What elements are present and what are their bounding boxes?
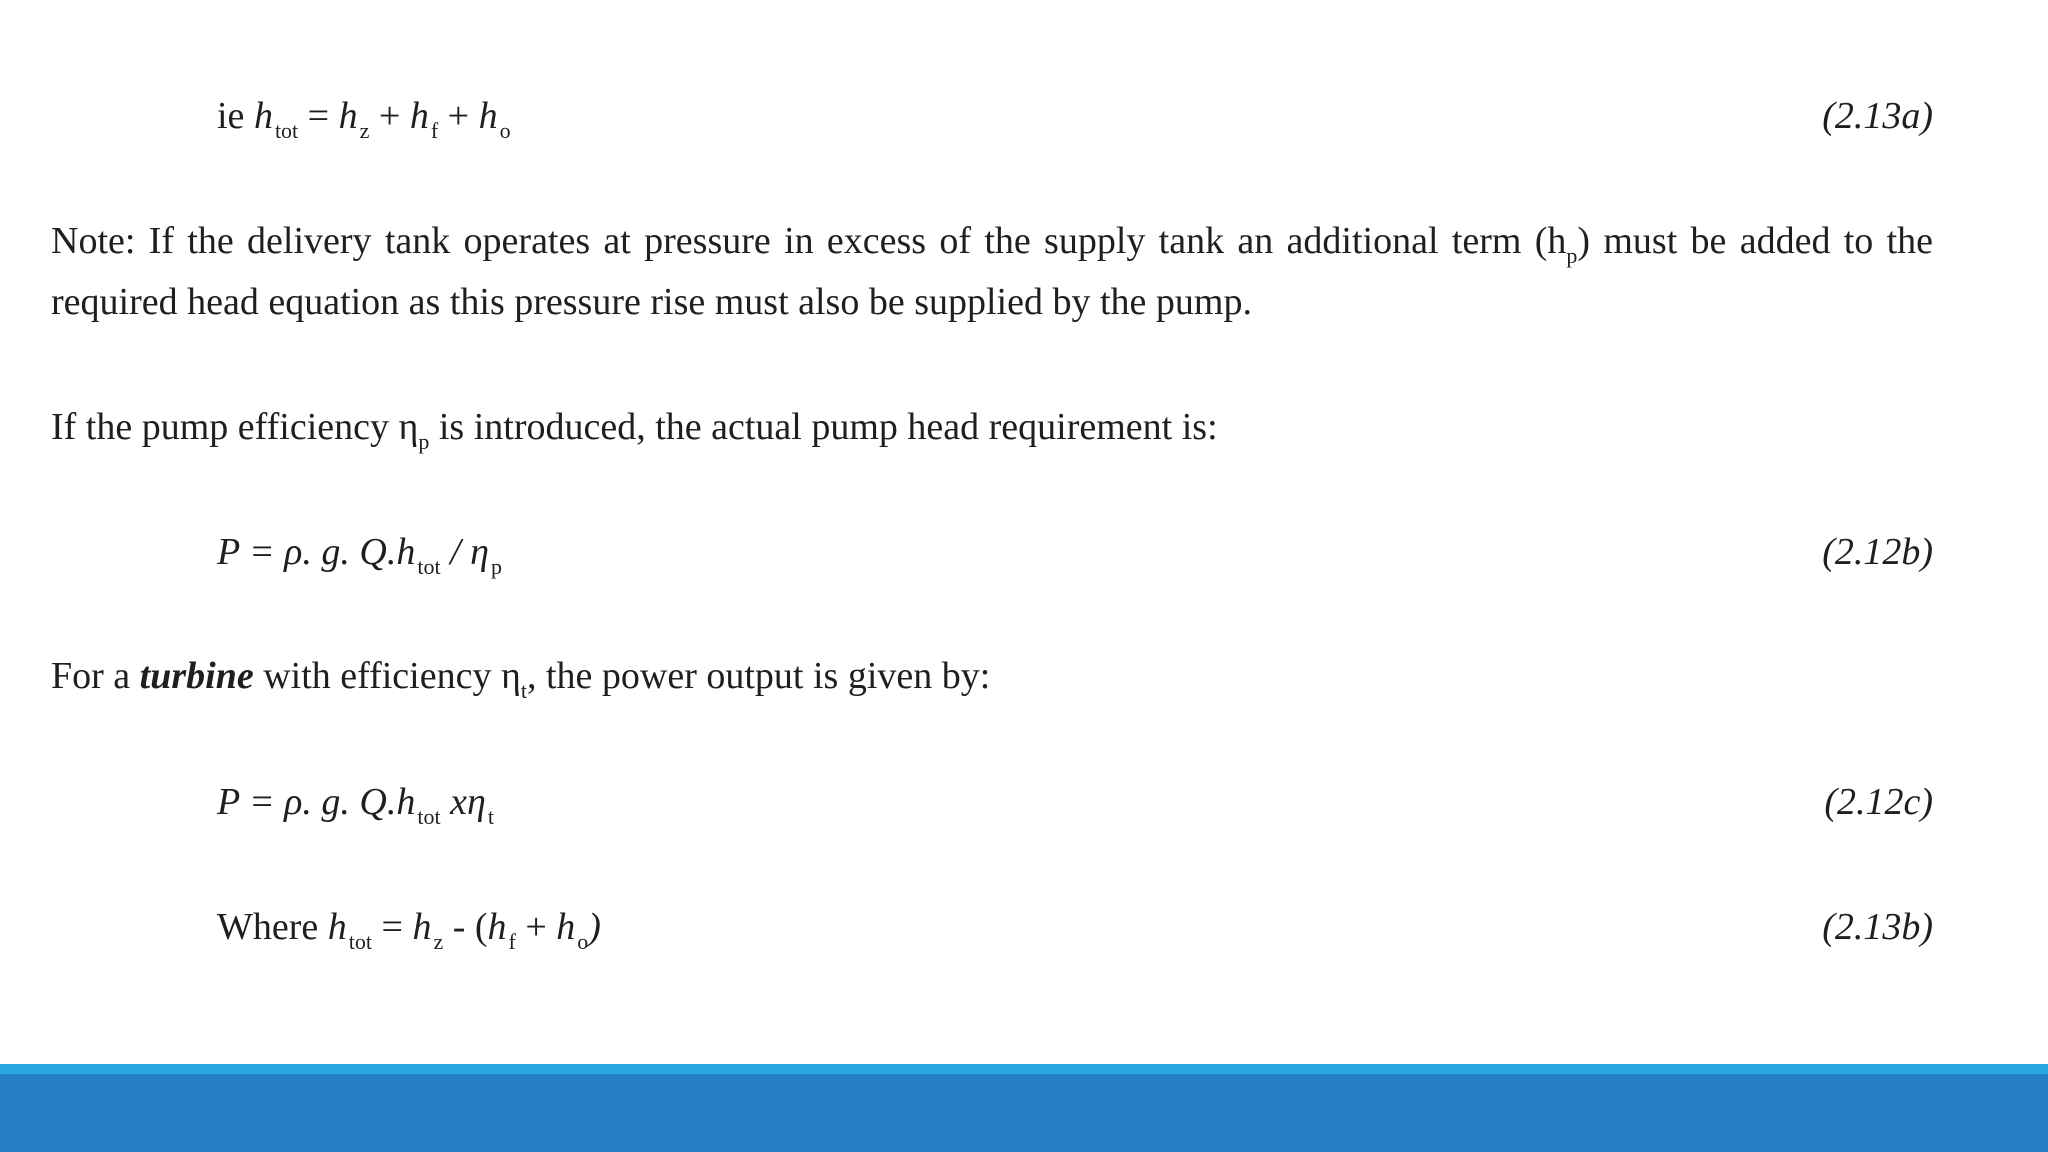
equation-number: (2.13a) bbox=[1822, 95, 1933, 137]
equation-2-12c bbox=[217, 772, 494, 832]
eq-operator: = bbox=[372, 906, 413, 948]
turbine-text-continued: with efficiency η bbox=[253, 655, 521, 697]
pump-text-continued: is introduced, the actual pump head requirement is: bbox=[429, 406, 1218, 448]
eq-subscript: p bbox=[491, 554, 503, 579]
equation-2-13b bbox=[217, 897, 601, 957]
turbine-subscript: t bbox=[520, 678, 527, 703]
eq-term: h bbox=[253, 95, 273, 137]
turbine-text-end: , the power output is given by: bbox=[526, 655, 991, 697]
footer-band bbox=[0, 1074, 2048, 1152]
turbine-paragraph bbox=[51, 646, 1933, 707]
eq-expression: P = ρ. g. Q.h bbox=[217, 781, 416, 823]
eq-operator: + bbox=[369, 95, 410, 137]
pump-efficiency-paragraph bbox=[51, 397, 1933, 458]
pump-subscript: p bbox=[418, 429, 430, 454]
equation-2-12b bbox=[217, 522, 502, 582]
equation-row-2-12b bbox=[0, 522, 2048, 582]
eq-prefix: ie bbox=[217, 95, 245, 137]
eq-subscript: z bbox=[433, 929, 444, 954]
equation-number: (2.13b) bbox=[1822, 906, 1933, 948]
equation-row-2-13a bbox=[0, 86, 2048, 146]
eq-expression: xη bbox=[440, 781, 486, 823]
eq-operator: + bbox=[515, 906, 557, 948]
eq-subscript: tot bbox=[417, 554, 441, 579]
eq-operator: + bbox=[438, 95, 479, 137]
eq-subscript: o bbox=[499, 118, 511, 143]
eq-subscript: tot bbox=[348, 929, 372, 954]
note-paragraph bbox=[51, 211, 1933, 333]
eq-term: h bbox=[327, 906, 347, 948]
note-subscript: p bbox=[1566, 243, 1578, 268]
eq-prefix: Where bbox=[217, 906, 328, 948]
turbine-text: For a bbox=[51, 655, 140, 697]
eq-term: h bbox=[478, 95, 498, 137]
eq-term: h bbox=[556, 906, 576, 948]
eq-operator: = bbox=[298, 95, 339, 137]
note-text: Note: If the delivery tank operates at pressure in excess of the supply tank an additional term (h bbox=[51, 220, 1567, 262]
eq-subscript: tot bbox=[417, 804, 441, 829]
eq-operator: - ( bbox=[443, 906, 488, 948]
eq-close-paren: ) bbox=[588, 906, 601, 948]
eq-subscript: f bbox=[508, 929, 516, 954]
equation-row-2-13b bbox=[0, 897, 2048, 957]
eq-term: h bbox=[409, 95, 429, 137]
eq-term: h bbox=[338, 95, 358, 137]
equation-2-13a bbox=[217, 86, 511, 146]
note-text-continued: ) must be added to the required head equation as this pressure rise must also be supplied by the pump. bbox=[51, 220, 1934, 323]
turbine-emphasis: turbine bbox=[139, 655, 254, 697]
eq-term: h bbox=[412, 906, 432, 948]
equation-number: (2.12c) bbox=[1824, 781, 1933, 823]
eq-subscript: z bbox=[359, 118, 370, 143]
pump-text: If the pump efficiency η bbox=[51, 406, 419, 448]
eq-expression: / η bbox=[440, 531, 490, 573]
equation-number: (2.12b) bbox=[1822, 531, 1933, 573]
eq-expression: P = ρ. g. Q.h bbox=[217, 531, 416, 573]
footer-accent-line bbox=[0, 1064, 2048, 1074]
eq-term: h bbox=[487, 906, 507, 948]
eq-subscript: o bbox=[577, 929, 589, 954]
eq-subscript: f bbox=[430, 118, 439, 143]
eq-subscript: tot bbox=[274, 118, 299, 143]
equation-row-2-12c bbox=[0, 772, 2048, 832]
eq-subscript: t bbox=[487, 804, 494, 829]
